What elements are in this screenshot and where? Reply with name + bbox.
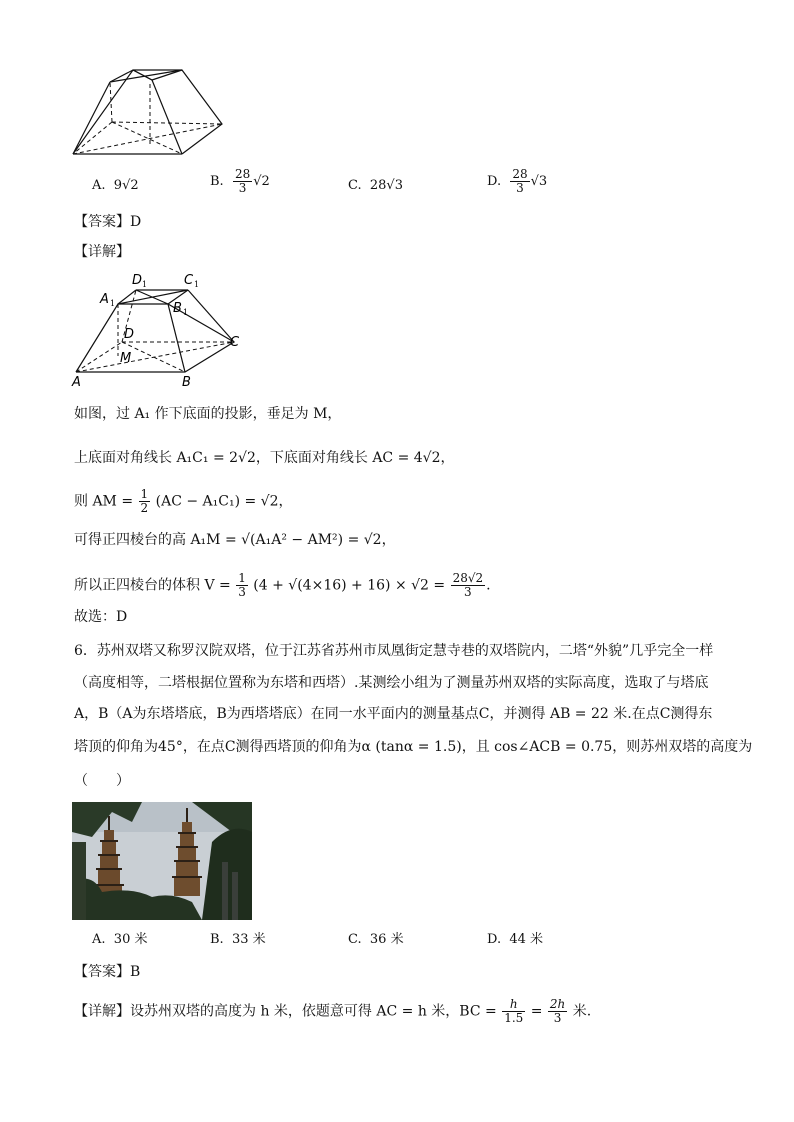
label-a1-sub: 1 xyxy=(110,299,116,308)
q6-stem-2: （高度相等，二塔根据位置称为东塔和西塔）.某测绘小组为了测量苏州双塔的实际高度，选取了与塔底 xyxy=(74,675,709,691)
label-a1: A xyxy=(100,292,109,307)
q6-detail: 【详解】设苏州双塔的高度为 h 米，依题意可得 AC = h 米，BC = $\frac{h}{1.5}$ = $\frac{2h}{3}$ 米. xyxy=(74,997,592,1025)
q5-line-3: 则 AM = $\frac{1}{2}$ (AC − A₁C₁) = √2， xyxy=(74,487,293,515)
q5-option-d[interactable]: D. $\frac{28}{3}$ √3 xyxy=(487,167,548,195)
label-d1-sub: 1 xyxy=(142,280,148,289)
label-d: D xyxy=(124,327,135,342)
label-b1-sub: 1 xyxy=(183,308,189,317)
twin-pagoda-photo xyxy=(72,802,252,920)
q5-line-2: 上底面对角线长 A₁C₁ = 2√2，下底面对角线长 AC = 4√2， xyxy=(74,450,455,466)
label-m: M xyxy=(120,351,132,366)
q5-option-c[interactable]: C. 28√3 xyxy=(348,178,403,193)
q6-stem-1: 6．苏州双塔又称罗汉院双塔，位于江苏省苏州市凤凰街定慧寺巷的双塔院内，二塔“外貌”几乎完全一样 xyxy=(74,643,714,659)
q5-choice: 故选：D xyxy=(74,609,128,625)
q6-option-c[interactable]: C. 36 米 xyxy=(348,932,404,947)
q5-option-a[interactable]: A. 9√2 xyxy=(92,178,139,193)
q6-stem-3: A，B（A为东塔塔底，B为西塔塔底）在同一水平面内的测量基点C，并测得 AB = 22 米.在点C测得东 xyxy=(74,706,713,722)
label-b: B xyxy=(182,375,191,390)
q6-stem-5: （ ） xyxy=(74,773,130,789)
q5-line-5: 所以正四棱台的体积 V = $\frac{1}{3}$ (4 + √(4×16) + 16) × √2 = $\frac{28√2}{3}$ . xyxy=(74,571,491,599)
q5-detail-label: 【详解】 xyxy=(74,244,130,260)
q5-option-b[interactable]: B. $\frac{28}{3}$ √2 xyxy=(210,167,270,195)
label-c: C xyxy=(230,335,240,350)
label-b1: B xyxy=(173,301,182,316)
frustum-figure-labeled xyxy=(70,266,250,390)
q6-option-d[interactable]: D. 44 米 xyxy=(487,932,544,947)
q6-stem-4: 塔顶的仰角为45°，在点C测得西塔顶的仰角为α (tanα = 1.5)，且 cos∠ACB = 0.75，则苏州双塔的高度为 xyxy=(74,739,753,755)
label-c1: C xyxy=(184,273,194,288)
q6-option-a[interactable]: A. 30 米 xyxy=(92,932,148,947)
label-c1-sub: 1 xyxy=(194,280,200,289)
label-a: A xyxy=(72,375,81,390)
frustum-figure-top xyxy=(70,62,230,162)
label-d1: D xyxy=(132,273,143,288)
q6-option-b[interactable]: B. 33 米 xyxy=(210,932,266,947)
q5-line-1: 如图，过 A₁ 作下底面的投影，垂足为 M， xyxy=(74,406,342,422)
q5-answer: 【答案】D xyxy=(74,214,142,230)
q5-line-4: 可得正四棱台的高 A₁M = √(A₁A² − AM²) = √2， xyxy=(74,532,396,548)
q6-answer: 【答案】B xyxy=(74,964,141,980)
